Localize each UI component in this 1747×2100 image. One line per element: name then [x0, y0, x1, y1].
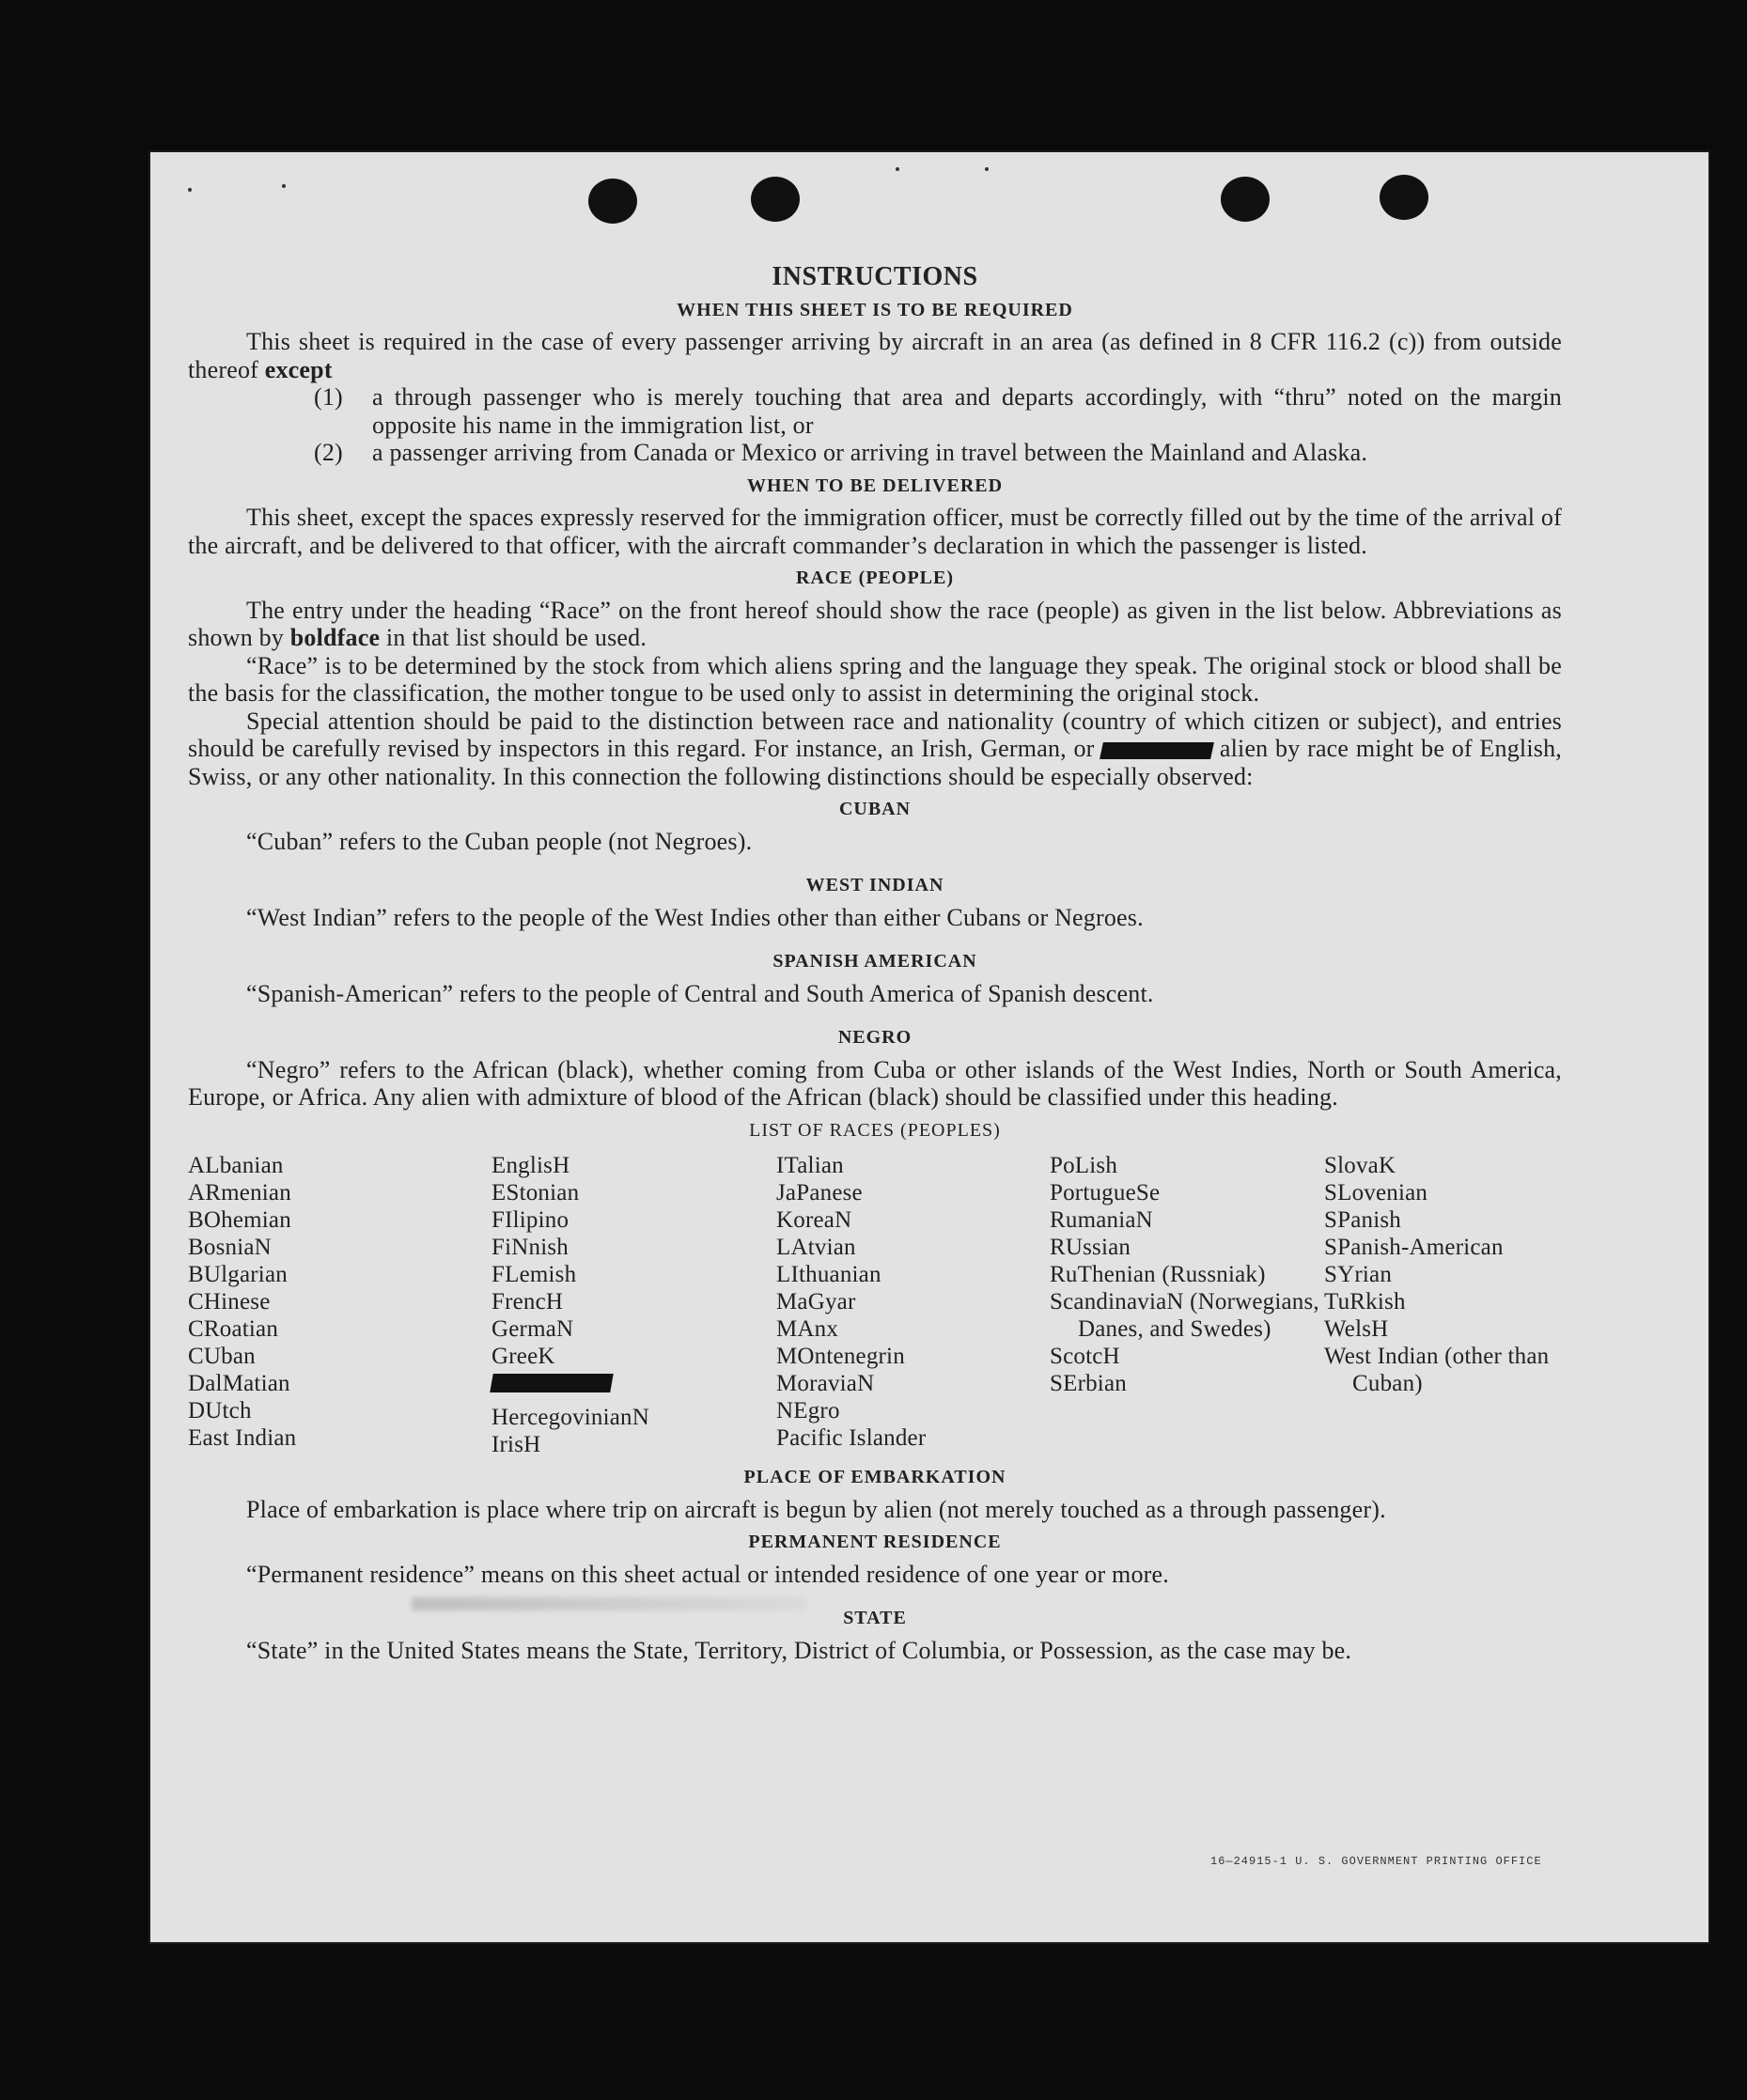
when-delivered-text: This sheet, except the spaces expressly reserved for the immigration officer, must be correctly filled out by the time of the arrival of the aircraft, and be delivered to that officer, with the aircraft commander’s declaration in which the passenger is listed.	[188, 504, 1562, 559]
speck	[985, 167, 989, 171]
race-item: FiNnish	[491, 1235, 569, 1260]
race-item: SlovaK	[1324, 1153, 1396, 1178]
punch-hole	[751, 177, 800, 222]
races-column-2	[491, 1152, 776, 1458]
race-item: FIlipino	[491, 1207, 569, 1233]
race-item: LAtvian	[776, 1235, 856, 1260]
section-heading-state: STATE	[843, 1608, 907, 1628]
section-heading-west-indian: WEST INDIAN	[805, 875, 944, 895]
races-column-5	[1324, 1152, 1562, 1458]
race-item: HercegovinianN	[491, 1405, 650, 1430]
state-text: “State” in the United States means the State, Territory, District of Columbia, or Possession, as the case may be.	[246, 1636, 1352, 1664]
speck	[188, 188, 192, 192]
section-heading-list-of-races: LIST OF RACES (PEOPLES)	[749, 1119, 1001, 1141]
enum-item: (1) a through passenger who is merely touching that area and departs accordingly, with “thru” noted on the margin opposite his name in the immigration list, or	[314, 383, 1562, 439]
race-item: SErbian	[1050, 1371, 1127, 1396]
instructions-content	[188, 263, 1562, 1664]
cuban-text: “Cuban” refers to the Cuban people (not Negroes).	[246, 827, 753, 855]
race-item: TuRkish	[1324, 1289, 1406, 1314]
race-item: BUlgarian	[188, 1262, 288, 1287]
printing-office-code: 16—24915-1 U. S. GOVERNMENT PRINTING OFFICE	[1210, 1855, 1542, 1868]
section-heading-cuban: CUBAN	[838, 799, 912, 819]
race-item: DUtch	[188, 1398, 252, 1423]
races-column-4	[1050, 1152, 1324, 1458]
residence-text: “Permanent residence” means on this sheet actual or intended residence of one year or more.	[246, 1560, 1169, 1588]
document-sheet	[148, 150, 1710, 1944]
race-item: EStonian	[491, 1180, 580, 1206]
race-item: IrisH	[491, 1432, 541, 1457]
races-list	[188, 1152, 1562, 1458]
race-item: East Indian	[188, 1425, 297, 1451]
race-item: MoraviaN	[776, 1371, 875, 1396]
race-item: CUban	[188, 1344, 256, 1369]
redaction-mark	[1100, 742, 1214, 759]
race-item: Pacific Islander	[776, 1425, 927, 1451]
section-heading-embarkation: PLACE OF EMBARKATION	[743, 1467, 1006, 1487]
punch-hole	[1380, 175, 1428, 220]
race-item: ITalian	[776, 1153, 844, 1178]
race-item: SLovenian	[1324, 1180, 1428, 1206]
race-item: NEgro	[776, 1398, 840, 1423]
race-item: FLemish	[491, 1262, 577, 1287]
race-item: ScotcH	[1050, 1344, 1120, 1369]
race-paragraph: Special attention should be paid to the distinction between race and nationality (country of which citizen or subject), and entries should be carefully revised by inspectors in this regard. For instance, an Irish, German, or alien by race might be of English, Swiss, or any other nationality. In this connection the following distinctions should be especially observed:	[188, 707, 1562, 790]
race-item: ARmenian	[188, 1180, 291, 1206]
race-item: RumaniaN	[1050, 1207, 1153, 1233]
race-item: BOhemian	[188, 1207, 291, 1233]
race-item: GermaN	[491, 1316, 574, 1342]
race-item: CRoatian	[188, 1316, 279, 1342]
enum-item: (2) a passenger arriving from Canada or Mexico or arriving in travel between the Mainland and Alaska.	[314, 439, 1368, 466]
race-item: RUssian	[1050, 1235, 1131, 1260]
race-item: BosniaN	[188, 1235, 272, 1260]
race-item: MOntenegrin	[776, 1344, 905, 1369]
page-title: INSTRUCTIONS	[772, 262, 978, 291]
race-item: WelsH	[1324, 1316, 1389, 1342]
races-column-3	[776, 1152, 1050, 1458]
race-item: PoLish	[1050, 1153, 1118, 1178]
race-item: SPanish-American	[1324, 1235, 1504, 1260]
negro-text: “Negro” refers to the African (black), whether coming from Cuba or other islands of the West Indies, North or South America, Europe, or Africa. Any alien with admixture of blood of the African (black) should be classified under this heading.	[188, 1055, 1562, 1111]
redaction-mark	[490, 1374, 614, 1392]
race-item: MaGyar	[776, 1289, 856, 1314]
race-paragraph: “Race” is to be determined by the stock from which aliens spring and the language they speak. The original stock or blood shall be the basis for the classification, the mother tongue to be used only to assist in determining the original stock.	[188, 651, 1562, 707]
race-item: MAnx	[776, 1316, 839, 1342]
speck	[282, 184, 286, 188]
section-heading-permanent-residence: PERMANENT RESIDENCE	[748, 1532, 1002, 1552]
race-paragraph: The entry under the heading “Race” on the front hereof should show the race (people) as given in the list below. Abbreviations as shown by boldface in that list should be used.	[188, 596, 1562, 651]
section-heading-negro: NEGRO	[837, 1027, 912, 1048]
section-heading-when-required: WHEN THIS SHEET IS TO BE REQUIRED	[677, 299, 1073, 320]
race-item: KoreaN	[776, 1207, 852, 1233]
west-indian-text: “West Indian” refers to the people of the West Indies other than either Cubans or Negroes.	[246, 903, 1144, 931]
spanish-american-text: “Spanish-American” refers to the people of Central and South America of Spanish descent.	[246, 979, 1154, 1007]
race-item: JaPanese	[776, 1180, 863, 1206]
race-item: CHinese	[188, 1289, 271, 1314]
race-item: RuThenian (Russniak)	[1050, 1262, 1266, 1287]
race-item: ALbanian	[188, 1153, 284, 1178]
race-item: EnglisH	[491, 1153, 570, 1178]
race-item: SYrian	[1324, 1262, 1393, 1287]
race-item: West Indian (other than Cuban)	[1324, 1344, 1550, 1396]
section-heading-when-delivered: WHEN TO BE DELIVERED	[746, 474, 1004, 496]
section-heading-spanish-american: SPANISH AMERICAN	[772, 951, 977, 972]
speck	[896, 167, 899, 171]
embarkation-text: Place of embarkation is place where trip on aircraft is begun by alien (not merely touched as a through passenger).	[246, 1495, 1386, 1523]
punch-hole	[588, 179, 637, 224]
race-item: DalMatian	[188, 1371, 290, 1396]
when-required-intro: This sheet is required in the case of every passenger arriving by aircraft in an area (as defined in 8 CFR 116.2 (c)) from outside thereof except	[188, 328, 1562, 383]
punch-hole	[1221, 177, 1270, 222]
race-item: GreeK	[491, 1344, 555, 1369]
race-item: ScandinaviaN (Norwegians, Danes, and Swedes)	[1050, 1289, 1319, 1342]
races-column-1	[188, 1152, 491, 1458]
race-item: SPanish	[1324, 1207, 1401, 1233]
race-item: FrencH	[491, 1289, 564, 1314]
race-item: PortugueSe	[1050, 1180, 1161, 1206]
race-item: LIthuanian	[776, 1262, 881, 1287]
section-heading-race: RACE (PEOPLE)	[796, 568, 954, 588]
